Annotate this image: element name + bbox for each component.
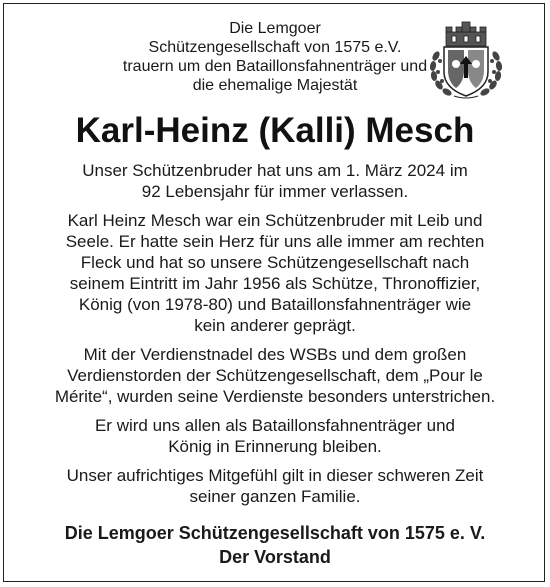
text-line: Fleck und hat so unsere Schützengesellschaft nach — [80, 253, 470, 272]
paragraph — [0, 210, 550, 336]
notice-body — [0, 160, 550, 515]
text-line: Er wird uns allen als Bataillonsfahnenträger und — [94, 416, 456, 435]
text-line: Mérite“, wurden seine Verdienste besonders unterstrichen. — [54, 387, 496, 406]
text-line: Unser Schützenbruder hat uns am 1. März 2024 im — [82, 161, 468, 180]
header-line: trauern um den Bataillonsfahnenträger und — [122, 58, 428, 75]
text-line: Verdienstorden der Schützengesellschaft, dem „Pour le — [67, 366, 483, 385]
header-line: die ehemalige Majestät — [192, 77, 358, 94]
text-line: kein anderer geprägt. — [194, 316, 356, 335]
signature-organization: Die Lemgoer Schützengesellschaft von 1575 e. V. — [64, 523, 486, 543]
paragraph — [0, 465, 550, 507]
text-line: Seele. Er hatte sein Herz für uns alle immer am rechten — [65, 232, 485, 251]
paragraph — [0, 160, 550, 202]
text-line: Mit der Verdienstnadel des WSBs und dem großen — [83, 345, 467, 364]
header-line: Schützengesellschaft von 1575 e.V. — [148, 39, 402, 56]
text-line: König (von 1978-80) und Bataillonsfahnenträger wie — [78, 295, 472, 314]
paragraph — [0, 415, 550, 457]
deceased-name: Karl-Heinz (Kalli) Mesch — [75, 111, 475, 150]
signature-board: Der Vorstand — [219, 547, 331, 567]
crown-towers — [446, 22, 486, 46]
text-line: seinem Eintritt im Jahr 1956 als Schütze, Thronoffizier, — [69, 274, 481, 293]
header-line: Die Lemgoer — [229, 20, 321, 37]
city-coat-of-arms-icon — [424, 20, 508, 100]
text-line: 92 Lebensjahr für immer verlassen. — [141, 182, 409, 201]
signature-block — [0, 521, 550, 569]
text-line: König in Erinnerung bleiben. — [168, 437, 382, 456]
text-line: Karl Heinz Mesch war ein Schützenbruder mit Leib und — [67, 211, 483, 230]
text-line: seiner ganzen Familie. — [189, 487, 361, 506]
text-line: Unser aufrichtiges Mitgefühl gilt in dieser schweren Zeit — [66, 466, 484, 485]
paragraph — [0, 344, 550, 407]
